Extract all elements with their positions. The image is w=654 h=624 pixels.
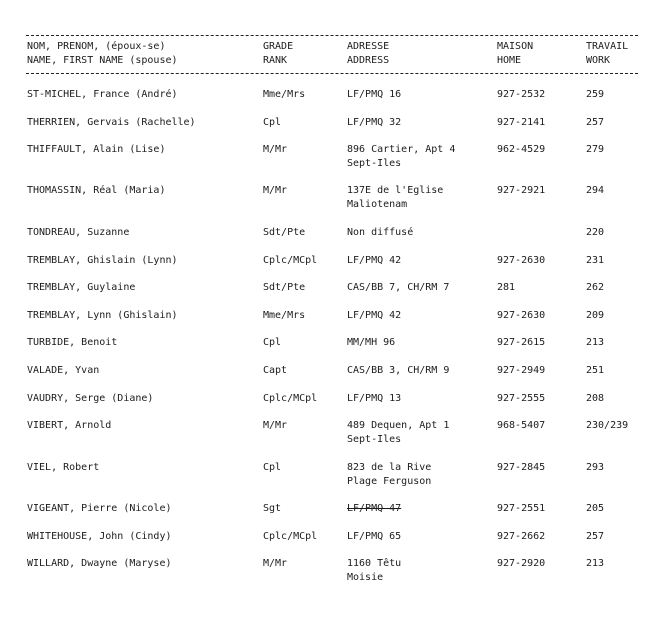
row-address-line2: Sept-Iles [347, 434, 402, 445]
row-work: 230/239 [586, 420, 629, 431]
row-address-line1: 896 Cartier, Apt 4 [347, 144, 456, 155]
row-name: WHITEHOUSE, John (Cindy) [27, 531, 172, 542]
row-name: TURBIDE, Benoit [27, 337, 118, 348]
row-work: 259 [586, 89, 605, 100]
row-name: TREMBLAY, Guylaine [27, 282, 136, 293]
row-name: TREMBLAY, Ghislain (Lynn) [27, 255, 178, 266]
row-address-line1: LF/PMQ 42 [347, 255, 402, 266]
row-address-line2: Plage Ferguson [347, 476, 432, 487]
row-address [347, 281, 449, 295]
row-home: 927-2555 [497, 393, 546, 404]
row-address [347, 392, 401, 406]
row-work: 231 [586, 255, 605, 266]
column-header-home [497, 40, 533, 68]
row-address [347, 309, 401, 323]
row-work: 262 [586, 282, 605, 293]
header-address-fr: ADRESSE [347, 41, 390, 52]
row-address-line1: 823 de la Rive [347, 462, 432, 473]
row-work: 205 [586, 503, 605, 514]
row-address [347, 530, 401, 544]
row-address [347, 254, 401, 268]
row-address-line1: LF/PMQ 13 [347, 393, 402, 404]
row-home: 927-2630 [497, 255, 546, 266]
row-name: TREMBLAY, Lynn (Ghislain) [27, 310, 178, 321]
row-address-line1: LF/PMQ 47 [347, 503, 402, 514]
row-name: VIGEANT, Pierre (Nicole) [27, 503, 172, 514]
row-name: VALADE, Yvan [27, 365, 100, 376]
row-address [347, 184, 443, 212]
row-address-line1: CAS/BB 3, CH/RM 9 [347, 365, 450, 376]
row-address [347, 226, 413, 240]
row-name: THOMASSIN, Réal (Maria) [27, 185, 166, 196]
row-grade: M/Mr [263, 420, 288, 431]
row-address-line1: LF/PMQ 42 [347, 310, 402, 321]
column-header-work [586, 40, 628, 68]
row-home: 968-5407 [497, 420, 546, 431]
row-address-line1: LF/PMQ 65 [347, 531, 402, 542]
row-name: VIBERT, Arnold [27, 420, 112, 431]
row-address [347, 502, 401, 516]
row-home: 927-2845 [497, 462, 546, 473]
row-home: 927-2615 [497, 337, 546, 348]
row-grade: Cplc/MCpl [263, 255, 318, 266]
row-home: 281 [497, 282, 516, 293]
row-name: VAUDRY, Serge (Diane) [27, 393, 154, 404]
row-grade: Mme/Mrs [263, 89, 306, 100]
row-work: 251 [586, 365, 605, 376]
row-work: 209 [586, 310, 605, 321]
header-grade-fr: GRADE [263, 41, 294, 52]
row-address-line1: LF/PMQ 16 [347, 89, 402, 100]
row-grade: M/Mr [263, 558, 288, 569]
row-name: TONDREAU, Suzanne [27, 227, 130, 238]
row-address-line1: Non diffusé [347, 227, 414, 238]
row-address [347, 364, 449, 378]
row-name: WILLARD, Dwayne (Maryse) [27, 558, 172, 569]
row-home: 927-2949 [497, 365, 546, 376]
row-home: 927-2921 [497, 185, 546, 196]
row-address [347, 419, 449, 447]
row-name: VIEL, Robert [27, 462, 100, 473]
row-grade: Cplc/MCpl [263, 531, 318, 542]
column-header-name [27, 40, 178, 68]
header-home-en: HOME [497, 55, 522, 66]
row-address-line1: 489 Dequen, Apt 1 [347, 420, 450, 431]
row-address-line2: Moisie [347, 572, 384, 583]
row-address-line1: MM/MH 96 [347, 337, 396, 348]
row-work: 213 [586, 337, 605, 348]
row-grade: M/Mr [263, 144, 288, 155]
column-header-address [347, 40, 389, 68]
header-work-en: WORK [586, 55, 611, 66]
row-grade: Mme/Mrs [263, 310, 306, 321]
row-address [347, 461, 431, 489]
row-grade: M/Mr [263, 185, 288, 196]
row-address-line2: Maliotenam [347, 199, 408, 210]
row-home: 927-2551 [497, 503, 546, 514]
row-address [347, 143, 455, 171]
row-grade: Cpl [263, 462, 282, 473]
row-work: 279 [586, 144, 605, 155]
row-name: ST-MICHEL, France (André) [27, 89, 178, 100]
header-grade-en: RANK [263, 55, 288, 66]
row-address [347, 116, 401, 130]
row-address [347, 336, 395, 350]
row-work: 220 [586, 227, 605, 238]
row-grade: Cplc/MCpl [263, 393, 318, 404]
row-work: 213 [586, 558, 605, 569]
row-address [347, 557, 401, 585]
row-address-line1: 137E de l'Eglise [347, 185, 444, 196]
header-home-fr: MAISON [497, 41, 534, 52]
row-work: 294 [586, 185, 605, 196]
row-home: 927-2532 [497, 89, 546, 100]
row-grade: Cpl [263, 117, 282, 128]
row-home: 927-2920 [497, 558, 546, 569]
row-address-line1: CAS/BB 7, CH/RM 7 [347, 282, 450, 293]
header-name-fr: NOM, PRENOM, (époux-se) [27, 41, 166, 52]
row-address-line1: LF/PMQ 32 [347, 117, 402, 128]
row-work: 293 [586, 462, 605, 473]
row-home: 962-4529 [497, 144, 546, 155]
row-name: THIFFAULT, Alain (Lise) [27, 144, 166, 155]
row-work: 257 [586, 531, 605, 542]
row-work: 257 [586, 117, 605, 128]
row-home: 927-2141 [497, 117, 546, 128]
row-name: THERRIEN, Gervais (Rachelle) [27, 117, 196, 128]
top-divider [26, 35, 638, 36]
row-address-line2: Sept-Iles [347, 158, 402, 169]
row-home: 927-2662 [497, 531, 546, 542]
row-grade: Sdt/Pte [263, 282, 306, 293]
row-address-line1: 1160 Têtu [347, 558, 402, 569]
row-home: 927-2630 [497, 310, 546, 321]
row-grade: Sgt [263, 503, 282, 514]
row-work: 208 [586, 393, 605, 404]
row-address [347, 88, 401, 102]
header-address-en: ADDRESS [347, 55, 390, 66]
row-grade: Cpl [263, 337, 282, 348]
header-name-en: NAME, FIRST NAME (spouse) [27, 55, 178, 66]
header-work-fr: TRAVAIL [586, 41, 629, 52]
row-grade: Capt [263, 365, 288, 376]
row-grade: Sdt/Pte [263, 227, 306, 238]
column-header-grade [263, 40, 293, 68]
header-divider [26, 73, 638, 74]
